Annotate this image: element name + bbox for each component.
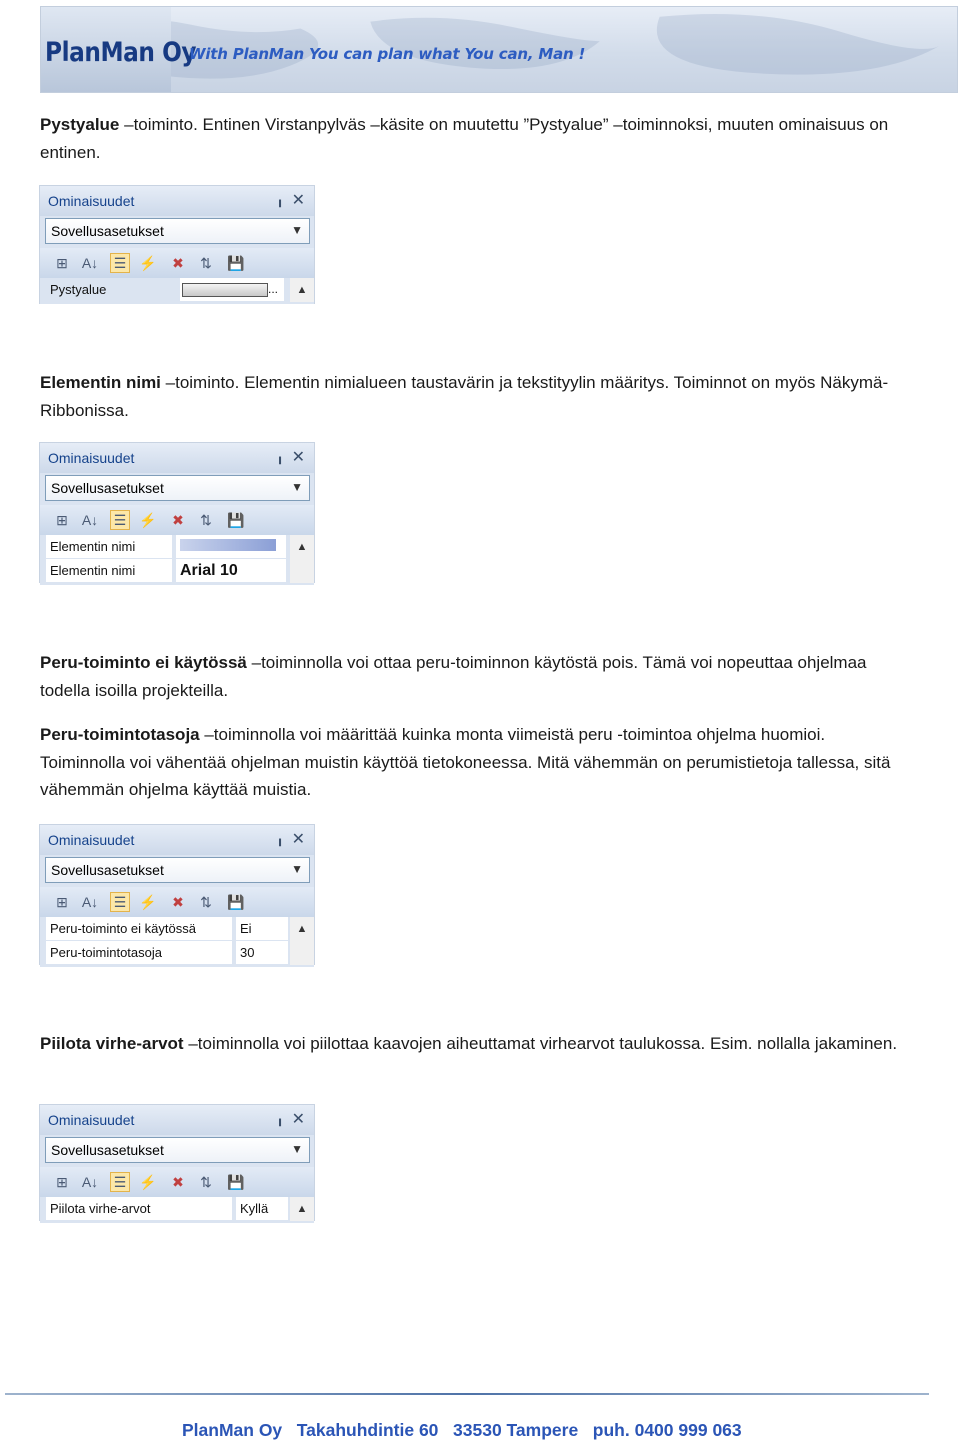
property-row[interactable] xyxy=(40,278,314,302)
pin-icon[interactable]: ╻ xyxy=(276,449,284,464)
property-rows xyxy=(40,535,314,585)
header-tagline: With PlanMan You can plan what You can, Man ! xyxy=(189,45,586,63)
footer-contact xyxy=(182,1420,742,1441)
property-label: Peru-toimintotasoja xyxy=(46,941,232,964)
company-logo: PlanMan Oy xyxy=(45,37,197,68)
panel-title-bar xyxy=(40,186,314,216)
delete-icon[interactable]: ✖ xyxy=(172,255,184,271)
scroll-up-icon[interactable]: ▲ xyxy=(290,1197,314,1221)
panel-title-bar xyxy=(40,1105,314,1135)
scroll-up-icon[interactable]: ▲ xyxy=(290,278,314,302)
footer-street: Takahuhdintie 60 xyxy=(296,1420,439,1440)
properties-panel-piilota xyxy=(39,1104,315,1221)
property-row[interactable] xyxy=(40,1197,314,1221)
save-icon[interactable]: 💾 xyxy=(227,255,245,271)
footer-city: 33530 Tampere xyxy=(453,1420,579,1440)
property-row[interactable] xyxy=(40,535,314,559)
categorized-icon[interactable]: ⊞ xyxy=(56,512,68,528)
properties-panel-elementin-nimi xyxy=(39,442,315,583)
properties-panel-peru xyxy=(39,824,315,965)
property-rows xyxy=(40,1197,314,1223)
property-label: Pystyalue xyxy=(46,278,176,301)
property-row[interactable] xyxy=(40,941,314,965)
paragraph-peru-tasoja xyxy=(40,721,910,804)
footer-divider xyxy=(5,1393,929,1395)
panel-title: Ominaisuudet xyxy=(48,832,135,848)
settings-dropdown[interactable] xyxy=(45,857,310,883)
property-row[interactable] xyxy=(40,559,314,583)
panel-toolbar xyxy=(40,1167,314,1197)
save-icon[interactable]: 💾 xyxy=(227,894,245,910)
desc-peru-tasoja: –toiminnolla voi määrittää kuinka monta viimeistä peru -toimintoa ohjelma huomioi. Toiminnolla voi vähentää ohjelman muistin käyttöä tietokoneessa. Mitä vähemmän on perumistietoja tallessa, sitä vähemmän ohjelma käyttää muistia. xyxy=(40,725,891,799)
properties-icon[interactable]: ☰ xyxy=(110,510,130,530)
dropdown-value: Sovellusasetukset xyxy=(51,223,164,239)
expand-icon[interactable]: ⇅ xyxy=(200,894,212,910)
term-pystyalue: Pystyalue xyxy=(40,115,120,134)
property-row[interactable] xyxy=(40,917,314,941)
alphabetical-icon[interactable]: A↓ xyxy=(81,894,99,910)
property-value[interactable]: Kyllä xyxy=(236,1197,288,1220)
property-label: Piilota virhe-arvot xyxy=(46,1197,232,1220)
categorized-icon[interactable]: ⊞ xyxy=(56,255,68,271)
dropdown-container xyxy=(40,855,314,887)
close-icon[interactable]: ✕ xyxy=(291,192,305,209)
panel-title: Ominaisuudet xyxy=(48,450,135,466)
desc-elementin-nimi: –toiminto. Elementin nimialueen taustavärin ja tekstityylin määritys. Toiminnot on myös Näkymä-Ribbonissa. xyxy=(40,373,889,420)
panel-title-bar xyxy=(40,825,314,855)
dropdown-container xyxy=(40,1135,314,1167)
chevron-down-icon[interactable]: ▼ xyxy=(291,223,303,237)
events-icon[interactable]: ⚡ xyxy=(139,1174,157,1190)
alphabetical-icon[interactable]: A↓ xyxy=(81,255,99,271)
property-label: Elementin nimi xyxy=(46,535,172,558)
chevron-down-icon[interactable]: ▼ xyxy=(291,1142,303,1156)
ellipsis-button[interactable]: ... xyxy=(268,282,279,296)
property-value[interactable] xyxy=(180,278,284,301)
desc-peru-ei-kaytossa: –toiminnolla voi ottaa peru-toiminnon käytöstä pois. Tämä voi nopeuttaa ohjelmaa todella isoilla projekteilla. xyxy=(40,653,867,700)
close-icon[interactable]: ✕ xyxy=(291,831,305,848)
properties-panel-pystyalue xyxy=(39,185,315,304)
footer-phone: puh. 0400 999 063 xyxy=(592,1420,742,1440)
delete-icon[interactable]: ✖ xyxy=(172,894,184,910)
paragraph-peru-ei-kaytossa xyxy=(40,649,910,704)
term-elementin-nimi: Elementin nimi xyxy=(40,373,161,392)
desc-pystyalue: –toiminto. Entinen Virstanpylväs –käsite on muutettu ”Pystyalue” –toiminnoksi, muuten ominaisuus on entinen. xyxy=(40,115,889,162)
paragraph-pystyalue xyxy=(40,111,910,166)
panel-title: Ominaisuudet xyxy=(48,193,135,209)
panel-title: Ominaisuudet xyxy=(48,1112,135,1128)
properties-icon[interactable]: ☰ xyxy=(110,1172,130,1192)
save-icon[interactable]: 💾 xyxy=(227,512,245,528)
panel-toolbar xyxy=(40,505,314,535)
paragraph-elementin-nimi xyxy=(40,369,910,424)
property-value[interactable]: Ei xyxy=(236,917,288,940)
property-label: Peru-toiminto ei käytössä xyxy=(46,917,232,940)
scroll-up-icon[interactable]: ▲ xyxy=(290,917,314,965)
save-icon[interactable]: 💾 xyxy=(227,1174,245,1190)
property-rows xyxy=(40,278,314,304)
delete-icon[interactable]: ✖ xyxy=(172,512,184,528)
term-peru-tasoja: Peru-toimintotasoja xyxy=(40,725,200,744)
dropdown-value: Sovellusasetukset xyxy=(51,480,164,496)
dropdown-value: Sovellusasetukset xyxy=(51,1142,164,1158)
header-banner xyxy=(40,6,958,93)
expand-icon[interactable]: ⇅ xyxy=(200,512,212,528)
alphabetical-icon[interactable]: A↓ xyxy=(81,512,99,528)
chevron-down-icon[interactable]: ▼ xyxy=(291,862,303,876)
settings-dropdown[interactable] xyxy=(45,1137,310,1163)
term-peru-ei-kaytossa: Peru-toiminto ei käytössä xyxy=(40,653,247,672)
panel-toolbar xyxy=(40,887,314,917)
dropdown-value: Sovellusasetukset xyxy=(51,862,164,878)
categorized-icon[interactable]: ⊞ xyxy=(56,894,68,910)
pin-icon[interactable]: ╻ xyxy=(276,192,284,207)
events-icon[interactable]: ⚡ xyxy=(139,512,157,528)
scroll-up-icon[interactable]: ▲ xyxy=(290,535,314,583)
paragraph-piilota xyxy=(40,1030,910,1058)
dropdown-container xyxy=(40,216,314,248)
property-value[interactable]: 30 xyxy=(236,941,288,964)
settings-dropdown[interactable] xyxy=(45,475,310,501)
properties-icon[interactable]: ☰ xyxy=(110,892,130,912)
term-piilota: Piilota virhe-arvot xyxy=(40,1034,184,1053)
panel-title-bar xyxy=(40,443,314,473)
dropdown-container xyxy=(40,473,314,505)
events-icon[interactable]: ⚡ xyxy=(139,255,157,271)
property-rows xyxy=(40,917,314,967)
panel-toolbar xyxy=(40,248,314,278)
property-value[interactable] xyxy=(176,535,286,558)
footer-company: PlanMan Oy xyxy=(182,1420,283,1440)
expand-icon[interactable]: ⇅ xyxy=(200,1174,212,1190)
property-label: Elementin nimi xyxy=(46,559,172,582)
property-value[interactable]: Arial 10 xyxy=(176,559,286,582)
delete-icon[interactable]: ✖ xyxy=(172,1174,184,1190)
properties-icon[interactable]: ☰ xyxy=(110,253,130,273)
pin-icon[interactable]: ╻ xyxy=(276,1111,284,1126)
close-icon[interactable]: ✕ xyxy=(291,1111,305,1128)
close-icon[interactable]: ✕ xyxy=(291,449,305,466)
expand-icon[interactable]: ⇅ xyxy=(200,255,212,271)
color-swatch[interactable] xyxy=(180,539,276,551)
desc-piilota: –toiminnolla voi piilottaa kaavojen aiheuttamat virhearvot taulukossa. Esim. nollalla jakaminen. xyxy=(183,1034,898,1053)
events-icon[interactable]: ⚡ xyxy=(139,894,157,910)
color-swatch[interactable] xyxy=(182,283,268,297)
pin-icon[interactable]: ╻ xyxy=(276,831,284,846)
categorized-icon[interactable]: ⊞ xyxy=(56,1174,68,1190)
settings-dropdown[interactable] xyxy=(45,218,310,244)
chevron-down-icon[interactable]: ▼ xyxy=(291,480,303,494)
alphabetical-icon[interactable]: A↓ xyxy=(81,1174,99,1190)
